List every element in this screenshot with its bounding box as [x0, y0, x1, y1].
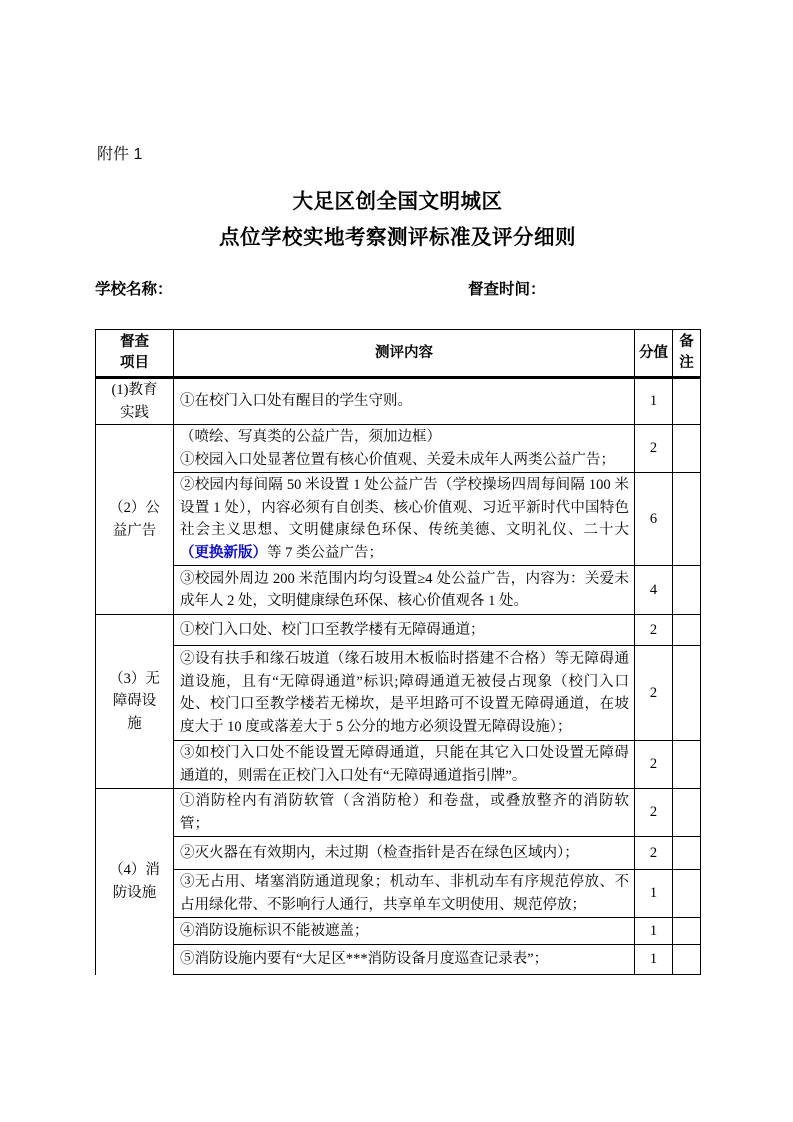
content-line: ①校园入口处显著位置有核心价值观、关爱未成年人两类公益广告； [180, 451, 615, 468]
content-text: 等 7 类公益广告； [267, 544, 383, 561]
content-line: （喷绘、写真类的公益广告，须加边框） [180, 429, 441, 445]
note-cell [673, 870, 701, 918]
table-row [96, 741, 701, 789]
content-text: ②校园内每间隔 50 米设置 1 处公益广告（学校操场四周每间隔 100 米设置 1 处），内容必须有自创类、核心价值观、习近平新时代中国特色社会主义思想、文明健康绿色环保、传统美德、文明礼仪、二十大 [180, 477, 629, 538]
score-cell: 1 [635, 945, 673, 975]
score-cell: 2 [635, 741, 673, 789]
content-cell [174, 425, 635, 473]
table-header-row [96, 330, 701, 378]
header-score: 分值 [635, 330, 673, 378]
attachment-label: 附件 1 [97, 146, 143, 163]
document-title-line1: 大足区创全国文明城区 [292, 191, 503, 213]
table-row [96, 425, 701, 473]
score-cell: 1 [635, 870, 673, 918]
score-cell: 2 [635, 425, 673, 473]
score-cell: 2 [635, 646, 673, 741]
score-cell: 2 [635, 837, 673, 870]
inspection-time-label: 督查时间： [468, 281, 546, 298]
content-cell: ③无占用、堵塞消防通道现象；机动车、非机动车有序规范停放、不占用绿化带、不影响行人通行，共享单车文明使用、规范停放； [174, 870, 635, 918]
info-row [95, 277, 700, 299]
section-item-education-practice: (1)教育实践 [96, 378, 174, 425]
document-title-line2: 点位学校实地考察测评标准及评分细则 [219, 227, 576, 249]
note-cell [673, 918, 701, 945]
content-cell: ②设有扶手和缘石坡道（缘石坡用木板临时搭建不合格）等无障碍通道设施，且有“无障碍通道”标识;障碍通道无被侵占现象（校门入口处、校门口至教学楼若无梯坎，是平坦路可不设置无障碍通道，在坡度大于 10 度或落差大于 5 公分的地方必须设置无障碍设施）； [174, 646, 635, 741]
header-evaluation-content: 测评内容 [174, 330, 635, 378]
score-cell: 1 [635, 918, 673, 945]
content-cell: ①在校门入口处有醒目的学生守则。 [174, 378, 635, 425]
table-row [96, 789, 701, 837]
table-row [96, 566, 701, 615]
note-cell [673, 566, 701, 615]
note-cell [673, 741, 701, 789]
content-cell: ①消防栓内有消防软管（含消防枪）和卷盘，或叠放整齐的消防软管； [174, 789, 635, 837]
school-name-label: 学校名称： [95, 281, 173, 298]
score-cell: 2 [635, 789, 673, 837]
section-item-public-ads: （2）公益广告 [96, 425, 174, 615]
content-cell: ④消防设施标识不能被遮盖； [174, 918, 635, 945]
note-cell [673, 615, 701, 646]
score-cell: 2 [635, 615, 673, 646]
table-row [96, 615, 701, 646]
note-cell [673, 837, 701, 870]
table-row [96, 945, 701, 975]
highlighted-text: （更换新版） [180, 544, 267, 561]
score-cell: 4 [635, 566, 673, 615]
content-cell: ①校门入口处、校门口至教学楼有无障碍通道； [174, 615, 635, 646]
table-row [96, 378, 701, 425]
table-row [96, 646, 701, 741]
content-cell: ③如校门入口处不能设置无障碍通道，只能在其它入口处设置无障碍通道的，则需在正校门入口处有“无障碍通道指引牌”。 [174, 741, 635, 789]
content-cell: ③校园外周边 200 米范围内均匀设置≥4 处公益广告，内容为：关爱未成年人 2 处，文明健康绿色环保、核心价值观各 1 处。 [174, 566, 635, 615]
note-cell [673, 425, 701, 473]
evaluation-table [95, 329, 701, 975]
table-row [96, 473, 701, 566]
note-cell [673, 945, 701, 975]
table-row [96, 837, 701, 870]
content-cell: ②灭火器在有效期内，未过期（检查指针是否在绿色区域内）； [174, 837, 635, 870]
table-row [96, 870, 701, 918]
content-cell [174, 473, 635, 566]
note-cell [673, 473, 701, 566]
score-cell: 1 [635, 378, 673, 425]
section-item-fire-facilities: （4）消防设施 [96, 789, 174, 975]
note-cell [673, 378, 701, 425]
score-cell: 6 [635, 473, 673, 566]
note-cell [673, 789, 701, 837]
note-cell [673, 646, 701, 741]
content-cell: ⑤消防设施内要有“大足区***消防设备月度巡查记录表”； [174, 945, 635, 975]
table-row [96, 918, 701, 945]
section-item-accessibility: （3）无障碍设施 [96, 615, 174, 789]
header-note: 备注 [673, 330, 701, 378]
header-inspection-item: 督查项目 [96, 330, 174, 378]
